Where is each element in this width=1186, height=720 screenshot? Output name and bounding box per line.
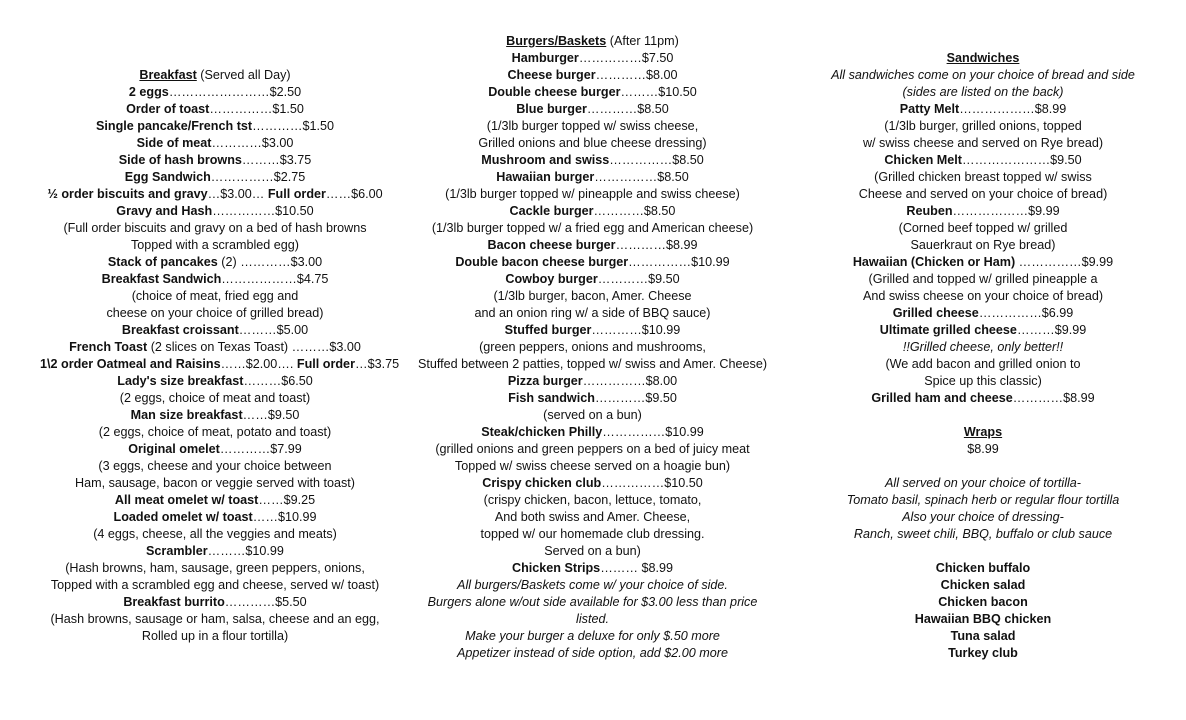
menu-line — [818, 220, 1148, 237]
item-text: ……………………$2.50 — [168, 85, 302, 99]
item-name: Grilled ham and cheese — [871, 391, 1013, 405]
item-text: (3 eggs, cheese and your choice between — [98, 459, 332, 473]
item-text: …………$5.50 — [224, 595, 307, 609]
item-text: (1/3lb burger topped w/ pineapple and swiss cheese) — [445, 187, 740, 201]
item-name: Lady's size breakfast — [117, 374, 244, 388]
item-text: ……………$8.00 — [582, 374, 678, 388]
wraps-description — [818, 475, 1148, 543]
menu-line — [40, 152, 390, 169]
item-text: (crispy chicken, bacon, lettuce, tomato, — [483, 493, 702, 507]
item-text: (Hash browns, ham, sausage, green peppers, onions, — [65, 561, 365, 575]
item-text: Spice up this classic) — [924, 374, 1042, 388]
item-text: ………………$9.99 — [952, 204, 1060, 218]
menu-line — [415, 101, 770, 118]
menu-line — [818, 373, 1148, 390]
menu-line — [818, 492, 1148, 509]
menu-line — [40, 118, 390, 135]
wrap-option: Chicken bacon — [938, 595, 1028, 609]
burgers-heading — [415, 33, 770, 50]
menu-line — [40, 271, 390, 288]
item-text: Topped w/ swiss cheese served on a hoagie bun) — [454, 459, 731, 473]
menu-line — [415, 441, 770, 458]
item-name: All meat omelet w/ toast — [114, 493, 259, 507]
menu-line — [818, 101, 1148, 118]
menu-line — [818, 84, 1148, 101]
item-text: Grilled onions and blue cheese dressing) — [478, 136, 707, 150]
menu-line — [415, 407, 770, 424]
item-text: ……$10.99 — [252, 510, 317, 524]
menu-line — [415, 390, 770, 407]
menu-line — [40, 305, 390, 322]
item-text: and an onion ring w/ a side of BBQ sauce) — [474, 306, 711, 320]
item-text: ……………$6.99 — [978, 306, 1074, 320]
item-text: …………………$9.50 — [962, 153, 1082, 167]
item-name: Patty Melt — [899, 102, 960, 116]
item-text: …………$8.99 — [615, 238, 698, 252]
item-name: Steak/chicken Philly — [481, 425, 603, 439]
item-name: Original omelet — [128, 442, 220, 456]
menu-line — [415, 611, 770, 628]
item-text: ……………$10.99 — [602, 425, 704, 439]
item-text: ……… $8.99 — [600, 561, 673, 575]
burgers-title: Burgers/Baskets — [506, 34, 607, 48]
item-text: (4 eggs, cheese, all the veggies and meats) — [93, 527, 337, 541]
menu-line — [415, 203, 770, 220]
breakfast-note: (Served all Day) — [200, 68, 291, 82]
item-text: …………$8.00 — [595, 68, 678, 82]
menu-line — [818, 322, 1148, 339]
item-text: …………$8.50 — [586, 102, 669, 116]
item-name: Stack of pancakes — [107, 255, 218, 269]
item-name: Breakfast croissant — [121, 323, 239, 337]
menu-line — [415, 305, 770, 322]
item-text: (1/3lb burger, bacon, Amer. Cheese — [493, 289, 692, 303]
menu-line — [40, 594, 390, 611]
item-text: Burgers alone w/out side available for $3.00 less than price — [427, 595, 758, 609]
menu-line — [415, 577, 770, 594]
breakfast-section — [40, 0, 400, 645]
item-text: ……………$8.50 — [594, 170, 689, 184]
wrap-option: Tuna salad — [950, 629, 1016, 643]
item-name: ½ order biscuits and gravy — [47, 187, 208, 201]
menu-line — [818, 135, 1148, 152]
item-text: ……………$10.99 — [628, 255, 730, 269]
menu-line — [818, 67, 1148, 84]
item-text: (green peppers, onions and mushrooms, — [479, 340, 706, 354]
section-spacer — [818, 407, 1148, 424]
menu-line — [818, 237, 1148, 254]
menu-line — [415, 560, 770, 577]
item-name: Man size breakfast — [130, 408, 243, 422]
item-name: Side of meat — [136, 136, 212, 150]
burgers-note: (After 11pm) — [606, 34, 679, 48]
menu-line — [415, 152, 770, 169]
menu-line — [40, 577, 390, 594]
item-text: ………$10.50 — [620, 85, 697, 99]
item-text: …………$1.50 — [252, 119, 334, 133]
menu-line — [818, 186, 1148, 203]
item-text: (1/3lb burger topped w/ a fried egg and American cheese) — [431, 221, 754, 235]
wraps-price: $8.99 — [967, 442, 999, 456]
item-name: Side of hash browns — [118, 153, 242, 167]
item-text: (sides are listed on the back) — [902, 85, 1064, 99]
menu-line — [415, 526, 770, 543]
item-text: ………$9.99 — [1016, 323, 1087, 337]
item-text: …………$10.99 — [591, 323, 681, 337]
item-name: Double cheese burger — [488, 85, 621, 99]
menu-line — [818, 305, 1148, 322]
item-text: ………$6.50 — [243, 374, 313, 388]
item-text: (choice of meat, fried egg and — [131, 289, 299, 303]
item-name: Blue burger — [516, 102, 587, 116]
item-text: Ranch, sweet chili, BBQ, buffalo or club sauce — [853, 527, 1113, 541]
item-text: …………$7.99 — [219, 442, 302, 456]
menu-line — [40, 509, 390, 526]
item-text: (1/3lb burger, grilled onions, topped — [884, 119, 1082, 133]
menu-line — [415, 356, 770, 373]
wrap-option: Turkey club — [948, 646, 1018, 660]
item-name: Crispy chicken club — [482, 476, 602, 490]
item-name: Order of toast — [126, 102, 210, 116]
item-name: Mushroom and swiss — [481, 153, 610, 167]
breakfast-items — [40, 84, 400, 645]
item-text: (Hash browns, sausage or ham, salsa, cheese and an egg, — [50, 612, 380, 626]
item-text: ……$9.25 — [258, 493, 316, 507]
menu-line — [415, 84, 770, 101]
item-text: …………$8.50 — [593, 204, 676, 218]
menu-line — [40, 220, 390, 237]
breakfast-title: Breakfast — [139, 68, 197, 82]
item-text: And both swiss and Amer. Cheese, — [494, 510, 691, 524]
item-text: Also your choice of dressing- — [902, 510, 1064, 524]
item-name: Breakfast burrito — [123, 595, 225, 609]
item-name: Stuffed burger — [504, 323, 592, 337]
item-text: (served on a bun) — [543, 408, 642, 422]
menu-line — [818, 356, 1148, 373]
menu-line — [818, 203, 1148, 220]
item-name: Full order — [267, 187, 326, 201]
item-text: w/ swiss cheese and served on Rye bread) — [862, 136, 1104, 150]
menu-line — [415, 271, 770, 288]
item-text: ……………$9.99 — [1015, 255, 1114, 269]
menu-line — [415, 594, 770, 611]
item-text: ……………$10.50 — [601, 476, 703, 490]
item-text: topped w/ our homemade club dressing. — [480, 527, 705, 541]
menu-line — [415, 67, 770, 84]
item-text: !!Grilled cheese, only better!! — [902, 340, 1064, 354]
menu-line — [818, 271, 1148, 288]
item-name: Grilled cheese — [892, 306, 979, 320]
item-text: ………………$8.99 — [959, 102, 1067, 116]
item-text: …………$9.50 — [597, 272, 680, 286]
item-text: (Grilled and topped w/ grilled pineapple a — [868, 272, 1098, 286]
item-text: Sauerkraut on Rye bread) — [910, 238, 1056, 252]
item-name: French Toast — [69, 340, 148, 354]
item-text: listed. — [576, 612, 609, 626]
item-text: Served on a bun) — [544, 544, 641, 558]
menu-line — [40, 339, 390, 356]
item-text: (1/3lb burger topped w/ swiss cheese, — [486, 119, 699, 133]
menu-line — [40, 424, 390, 441]
item-name: Cheese burger — [507, 68, 596, 82]
item-text: And swiss cheese on your choice of bread) — [862, 289, 1104, 303]
menu-line — [415, 135, 770, 152]
item-name: Full order — [296, 357, 355, 371]
wrap-option: Hawaiian BBQ chicken — [914, 612, 1052, 626]
item-text: Tomato basil, spinach herb or regular flour tortilla — [846, 493, 1120, 507]
item-text: ……$9.50 — [242, 408, 300, 422]
item-name: Egg Sandwich — [124, 170, 211, 184]
menu-line — [40, 458, 390, 475]
item-text: ……………$2.75 — [210, 170, 306, 184]
menu-line — [40, 373, 390, 390]
section-spacer — [818, 458, 1148, 475]
wrap-option: Chicken salad — [940, 578, 1026, 592]
item-name: Pizza burger — [507, 374, 583, 388]
menu-line — [415, 288, 770, 305]
item-text: (Grilled chicken breast topped w/ swiss — [874, 170, 1092, 184]
item-text: ……$6.00 — [325, 187, 383, 201]
item-text: All burgers/Baskets come w/ your choice of side. — [457, 578, 728, 592]
menu-line — [40, 203, 390, 220]
menu-line — [415, 220, 770, 237]
menu-line — [415, 424, 770, 441]
sandwiches-items — [818, 67, 1148, 407]
menu-line — [40, 543, 390, 560]
menu-line — [40, 237, 390, 254]
menu-line — [40, 322, 390, 339]
item-name: Hawaiian burger — [496, 170, 595, 184]
menu-line — [818, 475, 1148, 492]
menu-line — [415, 50, 770, 67]
item-name: Loaded omelet w/ toast — [113, 510, 253, 524]
item-text: ………………$4.75 — [221, 272, 329, 286]
item-name: Hawaiian (Chicken or Ham) — [852, 255, 1016, 269]
menu-line — [818, 390, 1148, 407]
menu-line — [415, 628, 770, 645]
item-name: Fish sandwich — [508, 391, 595, 405]
wrap-option: Chicken buffalo — [935, 561, 1031, 575]
wraps-options — [818, 560, 1148, 662]
item-text: ………$5.00 — [238, 323, 309, 337]
item-name: Cackle burger — [509, 204, 594, 218]
right-column — [818, 0, 1148, 662]
sandwiches-title: Sandwiches — [946, 51, 1020, 65]
section-spacer — [818, 543, 1148, 560]
item-name: Bacon cheese burger — [487, 238, 616, 252]
menu-line — [40, 169, 390, 186]
menu-line — [415, 169, 770, 186]
item-text: (Corned beef topped w/ grilled — [898, 221, 1068, 235]
item-name: Reuben — [906, 204, 953, 218]
item-name: Ultimate grilled cheese — [879, 323, 1017, 337]
menu-line — [40, 101, 390, 118]
item-name: 2 eggs — [128, 85, 169, 99]
menu-line — [40, 441, 390, 458]
menu-line — [818, 152, 1148, 169]
menu-line — [415, 645, 770, 662]
menu-line — [415, 543, 770, 560]
item-text: ……………$1.50 — [209, 102, 304, 116]
item-text: ……………$10.50 — [212, 204, 314, 218]
item-name: Chicken Melt — [884, 153, 962, 167]
item-text: Topped with a scrambled egg) — [130, 238, 299, 252]
menu-line — [40, 492, 390, 509]
item-text: (grilled onions and green peppers on a bed of juicy meat — [435, 442, 750, 456]
item-name: Gravy and Hash — [116, 204, 213, 218]
item-text: …………$3.00 — [211, 136, 294, 150]
item-text: (Full order biscuits and gravy on a bed of hash browns — [63, 221, 367, 235]
menu-line — [415, 186, 770, 203]
item-name: Cowboy burger — [505, 272, 598, 286]
menu-line — [40, 356, 400, 373]
menu-line — [40, 288, 390, 305]
menu-line — [415, 237, 770, 254]
menu-line — [40, 475, 390, 492]
item-text: ……………$8.50 — [609, 153, 704, 167]
menu-line — [415, 509, 770, 526]
item-text: ……$2.00…. — [220, 357, 297, 371]
menu-line — [40, 407, 390, 424]
menu-line — [818, 288, 1148, 305]
menu-line — [818, 169, 1148, 186]
item-name: 1\2 order Oatmeal and Raisins — [40, 357, 221, 371]
menu-line — [415, 339, 770, 356]
item-name: Breakfast Sandwich — [101, 272, 222, 286]
item-text: Make your burger a deluxe for only $.50 more — [465, 629, 720, 643]
menu-line — [40, 84, 390, 101]
menu-line — [40, 628, 390, 645]
item-name: Double bacon cheese burger — [455, 255, 629, 269]
menu-line — [40, 560, 390, 577]
item-text: ……………$7.50 — [578, 51, 674, 65]
item-text: All served on your choice of tortilla- — [885, 476, 1081, 490]
item-text: …………$9.50 — [594, 391, 677, 405]
item-text: (We add bacon and grilled onion to — [885, 357, 1081, 371]
item-text: Cheese and served on your choice of bread) — [858, 187, 1108, 201]
menu-line — [40, 254, 390, 271]
item-text: All sandwiches come on your choice of bread and side — [831, 68, 1135, 82]
menu-line — [818, 254, 1148, 271]
burgers-items — [415, 50, 770, 662]
item-name: Chicken Strips — [512, 561, 601, 575]
item-text: (2 eggs, choice of meat and toast) — [119, 391, 311, 405]
menu-line — [40, 135, 390, 152]
item-name: Single pancake/French tst — [96, 119, 253, 133]
menu-line — [40, 186, 390, 203]
item-name: Hamburger — [511, 51, 579, 65]
breakfast-heading — [40, 67, 390, 84]
item-name: Scrambler — [146, 544, 208, 558]
item-text: Stuffed between 2 patties, topped w/ swiss and Amer. Cheese) — [417, 357, 768, 371]
menu-line — [40, 390, 390, 407]
menu-line — [818, 509, 1148, 526]
item-text: …$3.00… — [207, 187, 268, 201]
menu-line — [415, 373, 770, 390]
wraps-title: Wraps — [963, 425, 1003, 439]
item-text: cheese on your choice of grilled bread) — [106, 306, 324, 320]
menu-line — [818, 526, 1148, 543]
menu-line — [415, 458, 770, 475]
item-text: Appetizer instead of side option, add $2.00 more — [457, 646, 728, 660]
menu-line — [40, 526, 390, 543]
item-text: Ham, sausage, bacon or veggie served with toast) — [74, 476, 355, 490]
menu-line — [818, 339, 1148, 356]
item-text: ………$10.99 — [207, 544, 284, 558]
menu-line — [415, 118, 770, 135]
item-text: (2 slices on Texas Toast) ………$3.00 — [147, 340, 361, 354]
menu-line — [415, 492, 770, 509]
item-text: (2 eggs, choice of meat, potato and toast) — [98, 425, 332, 439]
menu-line — [415, 254, 770, 271]
menu-line — [415, 322, 770, 339]
menu-line — [818, 118, 1148, 135]
item-text: ………$3.75 — [241, 153, 312, 167]
menu-line — [415, 475, 770, 492]
menu-line — [40, 611, 390, 628]
item-text: …$3.75 — [354, 357, 400, 371]
item-text: (2) …………$3.00 — [217, 255, 323, 269]
item-text: …………$8.99 — [1012, 391, 1095, 405]
burgers-section — [415, 0, 770, 662]
item-text: Rolled up in a flour tortilla) — [141, 629, 289, 643]
item-text: Topped with a scrambled egg and cheese, served w/ toast) — [50, 578, 380, 592]
